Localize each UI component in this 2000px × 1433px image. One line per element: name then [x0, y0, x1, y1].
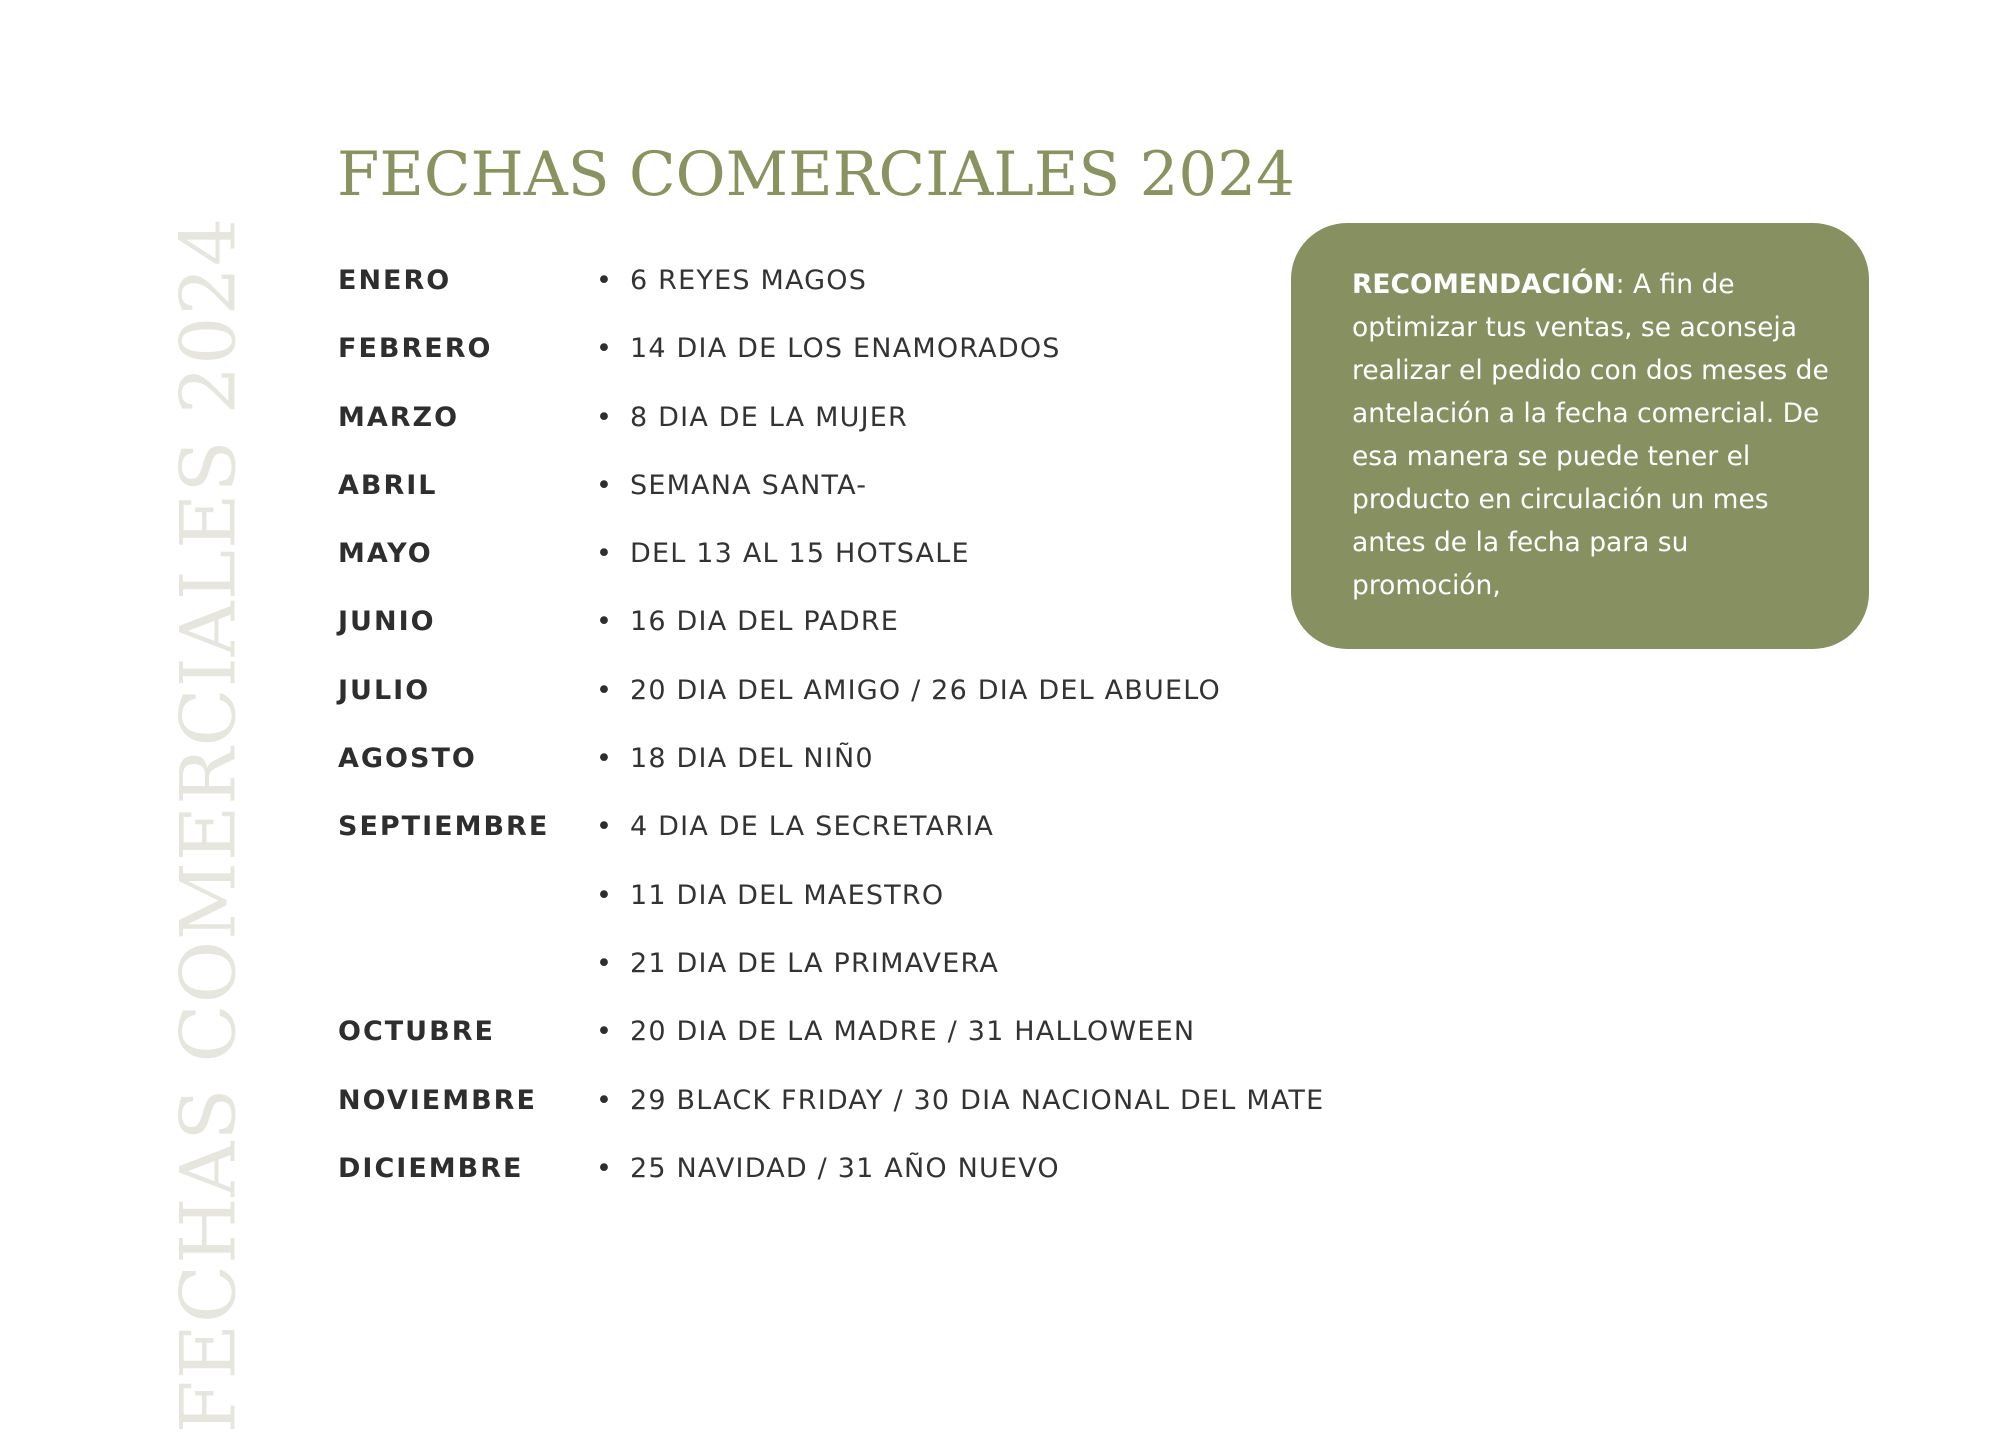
- calendar-row: [338, 597, 1338, 665]
- month-label: DICIEMBRE: [338, 1152, 524, 1184]
- bullet-icon: •: [596, 1084, 612, 1116]
- calendar-row: [338, 734, 1338, 802]
- month-label: JULIO: [338, 674, 431, 706]
- calendar-row: [338, 939, 1338, 1007]
- event-label: DEL 13 AL 15 HOTSALE: [630, 538, 970, 570]
- calendar-row: [338, 666, 1338, 734]
- month-label: FEBRERO: [338, 333, 493, 365]
- calendar-list: [338, 256, 1338, 1212]
- bullet-icon: •: [596, 538, 612, 570]
- calendar-row: [338, 393, 1338, 461]
- month-label: NOVIEMBRE: [338, 1084, 537, 1116]
- month-label: OCTUBRE: [338, 1016, 495, 1048]
- event-label: 21 DIA DE LA PRIMAVERA: [630, 947, 1000, 979]
- month-label: ENERO: [338, 265, 452, 296]
- event-label: 20 DIA DEL AMIGO / 26 DIA DEL ABUELO: [630, 674, 1221, 706]
- side-title: FECHAS COMERCIALES 2024: [163, 216, 253, 1433]
- month-label: MARZO: [338, 401, 460, 433]
- page-title: FECHAS COMERCIALES 2024: [337, 139, 1295, 210]
- calendar-row: [338, 529, 1338, 597]
- event-label: 11 DIA DEL MAESTRO: [630, 879, 945, 911]
- calendar-row: [338, 324, 1338, 392]
- recommendation-box: [1291, 223, 1869, 649]
- month-label: JUNIO: [338, 606, 436, 638]
- bullet-icon: •: [596, 879, 612, 911]
- bullet-icon: •: [596, 265, 612, 296]
- calendar-row: [338, 871, 1338, 939]
- calendar-row: [338, 1076, 1338, 1144]
- bullet-icon: •: [596, 743, 612, 775]
- calendar-row: [338, 461, 1338, 529]
- event-label: 14 DIA DE LOS ENAMORADOS: [630, 333, 1061, 365]
- recommendation-label: RECOMENDACIÓN: [1352, 269, 1616, 300]
- bullet-icon: •: [596, 401, 612, 433]
- event-label: 29 BLACK FRIDAY / 30 DIA NACIONAL DEL MATE: [630, 1084, 1325, 1116]
- calendar-row: [338, 1144, 1338, 1212]
- calendar-row: [338, 1007, 1338, 1075]
- bullet-icon: •: [596, 1152, 612, 1184]
- event-label: 6 REYES MAGOS: [630, 265, 868, 296]
- event-label: 8 DIA DE LA MUJER: [630, 401, 908, 433]
- event-label: 18 DIA DEL NIÑ0: [630, 743, 874, 775]
- month-label: SEPTIEMBRE: [338, 811, 550, 843]
- bullet-icon: •: [596, 947, 612, 979]
- event-label: SEMANA SANTA-: [630, 469, 868, 501]
- bullet-icon: •: [596, 469, 612, 501]
- bullet-icon: •: [596, 606, 612, 638]
- recommendation-text: : A fin de optimizar tus ventas, se aconseja realizar el pedido con dos meses de antelación a la fecha comercial. De esa manera se puede tener el producto en circulación un mes antes de la fecha para su promoción,: [1352, 269, 1829, 601]
- calendar-row: [338, 802, 1338, 870]
- month-label: AGOSTO: [338, 743, 477, 775]
- bullet-icon: •: [596, 811, 612, 843]
- event-label: 20 DIA DE LA MADRE / 31 HALLOWEEN: [630, 1016, 1196, 1048]
- event-label: 16 DIA DEL PADRE: [630, 606, 900, 638]
- bullet-icon: •: [596, 1016, 612, 1048]
- month-label: MAYO: [338, 538, 433, 570]
- month-label: ABRIL: [338, 469, 438, 501]
- event-label: 25 NAVIDAD / 31 AÑO NUEVO: [630, 1152, 1060, 1184]
- calendar-row: [338, 256, 1338, 324]
- bullet-icon: •: [596, 674, 612, 706]
- bullet-icon: •: [596, 333, 612, 365]
- event-label: 4 DIA DE LA SECRETARIA: [630, 811, 995, 843]
